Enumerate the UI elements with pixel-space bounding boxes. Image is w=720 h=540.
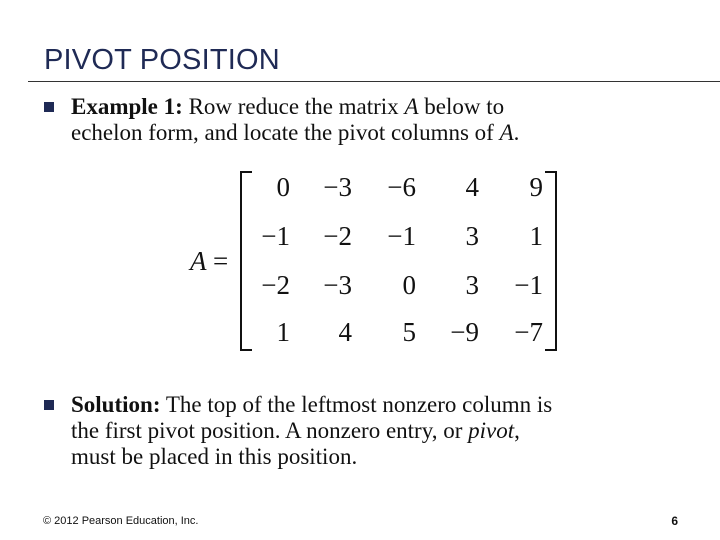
matrix-entry-r3-c3: 0 (402, 270, 416, 300)
matrix-entry-r4-c1: 1 (276, 317, 290, 347)
example-label: Example 1: (71, 94, 183, 119)
matrix-name: A (190, 246, 207, 276)
left-bracket (241, 172, 252, 350)
matrix-entry-r2-c3: −1 (387, 221, 416, 251)
matrix-entry-r1-c5: 9 (529, 172, 543, 202)
solution-comma: , (514, 418, 520, 443)
matrix-entry-r1-c1: 0 (276, 172, 290, 202)
bullet-square-icon (44, 400, 54, 410)
matrix-entry-r4-c5: −7 (514, 317, 543, 347)
matrix-entry-r3-c1: −2 (261, 270, 290, 300)
matrix-entry-r3-c4: 3 (465, 270, 479, 300)
example-period: . (513, 120, 520, 145)
matrix-entry-r4-c4: −9 (450, 317, 479, 347)
solution-line1: The top of the leftmost nonzero column is (160, 392, 553, 417)
example-text-part1: Row reduce the matrix (182, 94, 405, 119)
solution-bullet (44, 392, 684, 470)
solution-line2: the first pivot position. A nonzero entry, or (71, 418, 469, 443)
matrix-entry-r2-c2: −2 (323, 221, 352, 251)
matrix-entry-r2-c1: −1 (261, 221, 290, 251)
matrix-cells (261, 172, 543, 347)
matrix-entry-r1-c3: −6 (387, 172, 416, 202)
matrix-entry-r2-c4: 3 (465, 221, 479, 251)
example-var-a: A (404, 94, 419, 119)
pivot-word: pivot (468, 418, 515, 443)
slide-title: PIVOT POSITION (44, 44, 280, 76)
solution-text (71, 392, 552, 470)
example-text-part2: below to (418, 94, 505, 119)
matrix-entry-r2-c5: 1 (529, 221, 543, 251)
matrix-entry-r1-c4: 4 (465, 172, 479, 202)
matrix-entry-r1-c2: −3 (323, 172, 352, 202)
page-number: 6 (671, 514, 678, 528)
matrix-entry-r3-c2: −3 (323, 270, 352, 300)
solution-label: Solution: (71, 392, 161, 417)
matrix-entry-r4-c2: 4 (338, 317, 352, 347)
matrix-entry-r4-c3: 5 (402, 317, 416, 347)
matrix-entry-r3-c5: −1 (514, 270, 543, 300)
matrix-equals: = (213, 246, 229, 276)
right-bracket (545, 172, 556, 350)
example-var-a2: A (499, 120, 514, 145)
solution-line3: must be placed in this position. (71, 444, 358, 469)
example-text-line2: echelon form, and locate the pivot columns of (71, 120, 500, 145)
copyright-footer: © 2012 Pearson Education, Inc. (43, 515, 199, 527)
